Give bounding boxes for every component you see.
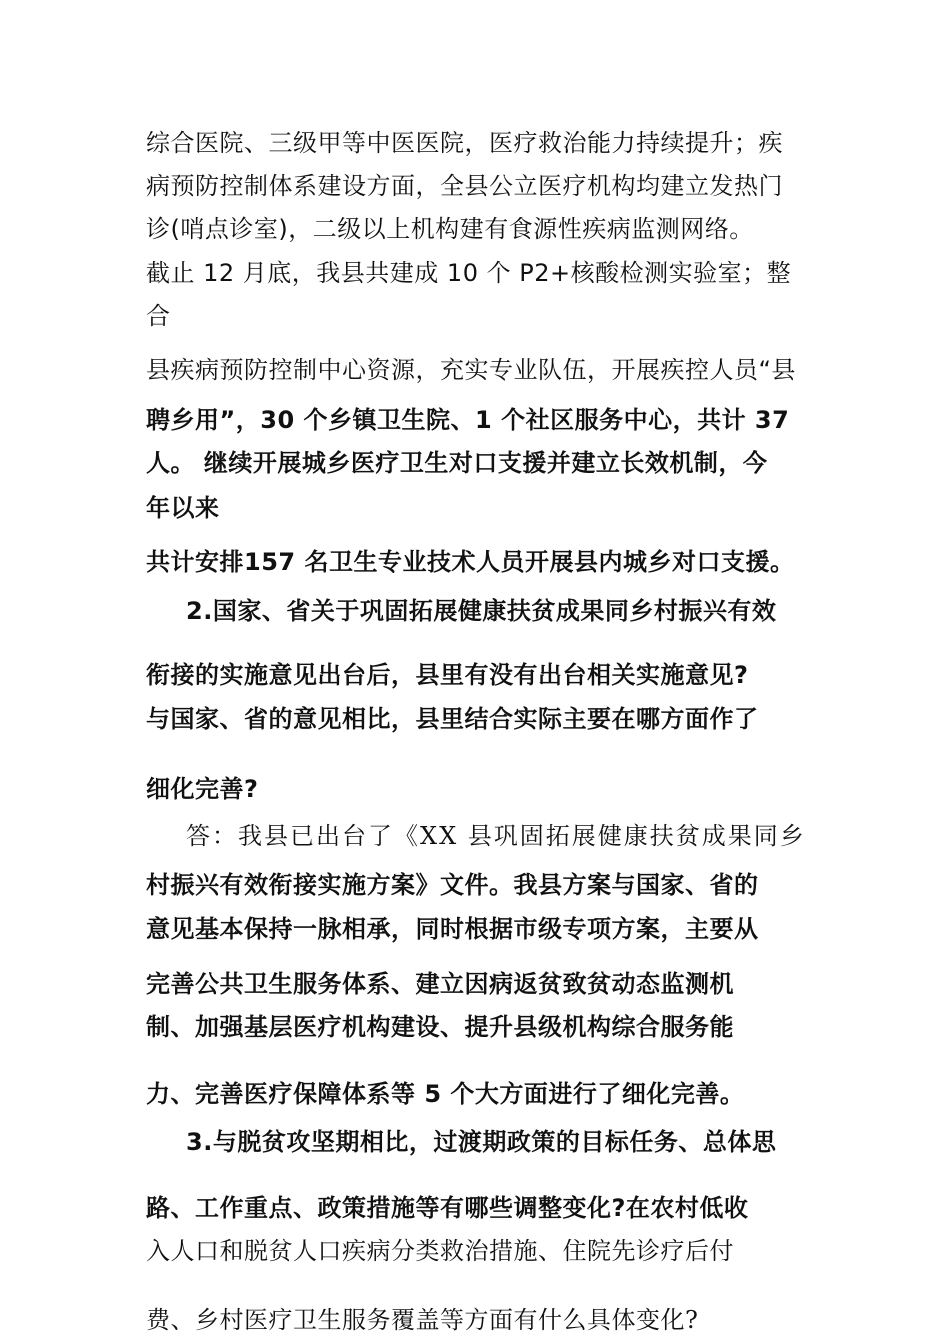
question-line: 路、工作重点、政策措施等有哪些调整变化?在农村低收 — [146, 1194, 749, 1222]
paragraph-line: 合 — [146, 302, 171, 330]
paragraph-line: 病预防控制体系建设方面，全县公立医疗机构均建立发热门 — [146, 172, 783, 200]
paragraph-line: 年以来 — [146, 494, 220, 522]
answer-line: 力、完善医疗保障体系等 5 个大方面进行了细化完善。 — [146, 1080, 745, 1108]
question-line: 细化完善? — [146, 775, 259, 803]
paragraph-line: 县疾病预防控制中心资源，充实专业队伍，开展疾控人员“县 — [146, 356, 796, 384]
answer-line: 村振兴有效衔接实施方案》文件。我县方案与国家、省的 — [146, 871, 759, 899]
paragraph-line: 共计安排157 名卫生专业技术人员开展县内城乡对口支援。 — [146, 548, 795, 576]
question-line: 入人口和脱贫人口疾病分类救治措施、住院先诊疗后付 — [146, 1237, 734, 1265]
answer-line: 制、加强基层医疗机构建设、提升县级机构综合服务能 — [146, 1013, 734, 1041]
question-line: 费、乡村医疗卫生服务覆盖等方面有什么具体变化? — [146, 1306, 699, 1334]
question-heading: 2.国家、省关于巩固拓展健康扶贫成果同乡村振兴有效 — [186, 597, 777, 625]
question-heading: 3.与脱贫攻坚期相比，过渡期政策的目标任务、总体思 — [186, 1128, 777, 1156]
paragraph-line: 人。 继续开展城乡医疗卫生对口支援并建立长效机制，今 — [146, 449, 768, 477]
question-line: 衔接的实施意见出台后，县里有没有出台相关实施意见? — [146, 661, 749, 689]
answer-line: 完善公共卫生服务体系、建立因病返贫致贫动态监测机 — [146, 970, 734, 998]
paragraph-line: 诊(哨点诊室)，二级以上机构建有食源性疾病监测网络。 — [146, 215, 754, 243]
question-line: 与国家、省的意见相比，县里结合实际主要在哪方面作了 — [146, 705, 759, 733]
paragraph-line: 聘乡用”，30 个乡镇卫生院、1 个社区服务中心，共计 37 — [146, 406, 790, 434]
answer-line: 意见基本保持一脉相承，同时根据市级专项方案，主要从 — [146, 915, 759, 943]
paragraph-line: 综合医院、三级甲等中医医院，医疗救治能力持续提升；疾 — [146, 129, 783, 157]
paragraph-line: 截止 12 月底，我县共建成 10 个 P2+核酸检测实验室；整 — [146, 259, 792, 287]
answer-line: 答：我县已出台了《XX 县巩固拓展健康扶贫成果同乡 — [186, 822, 806, 850]
